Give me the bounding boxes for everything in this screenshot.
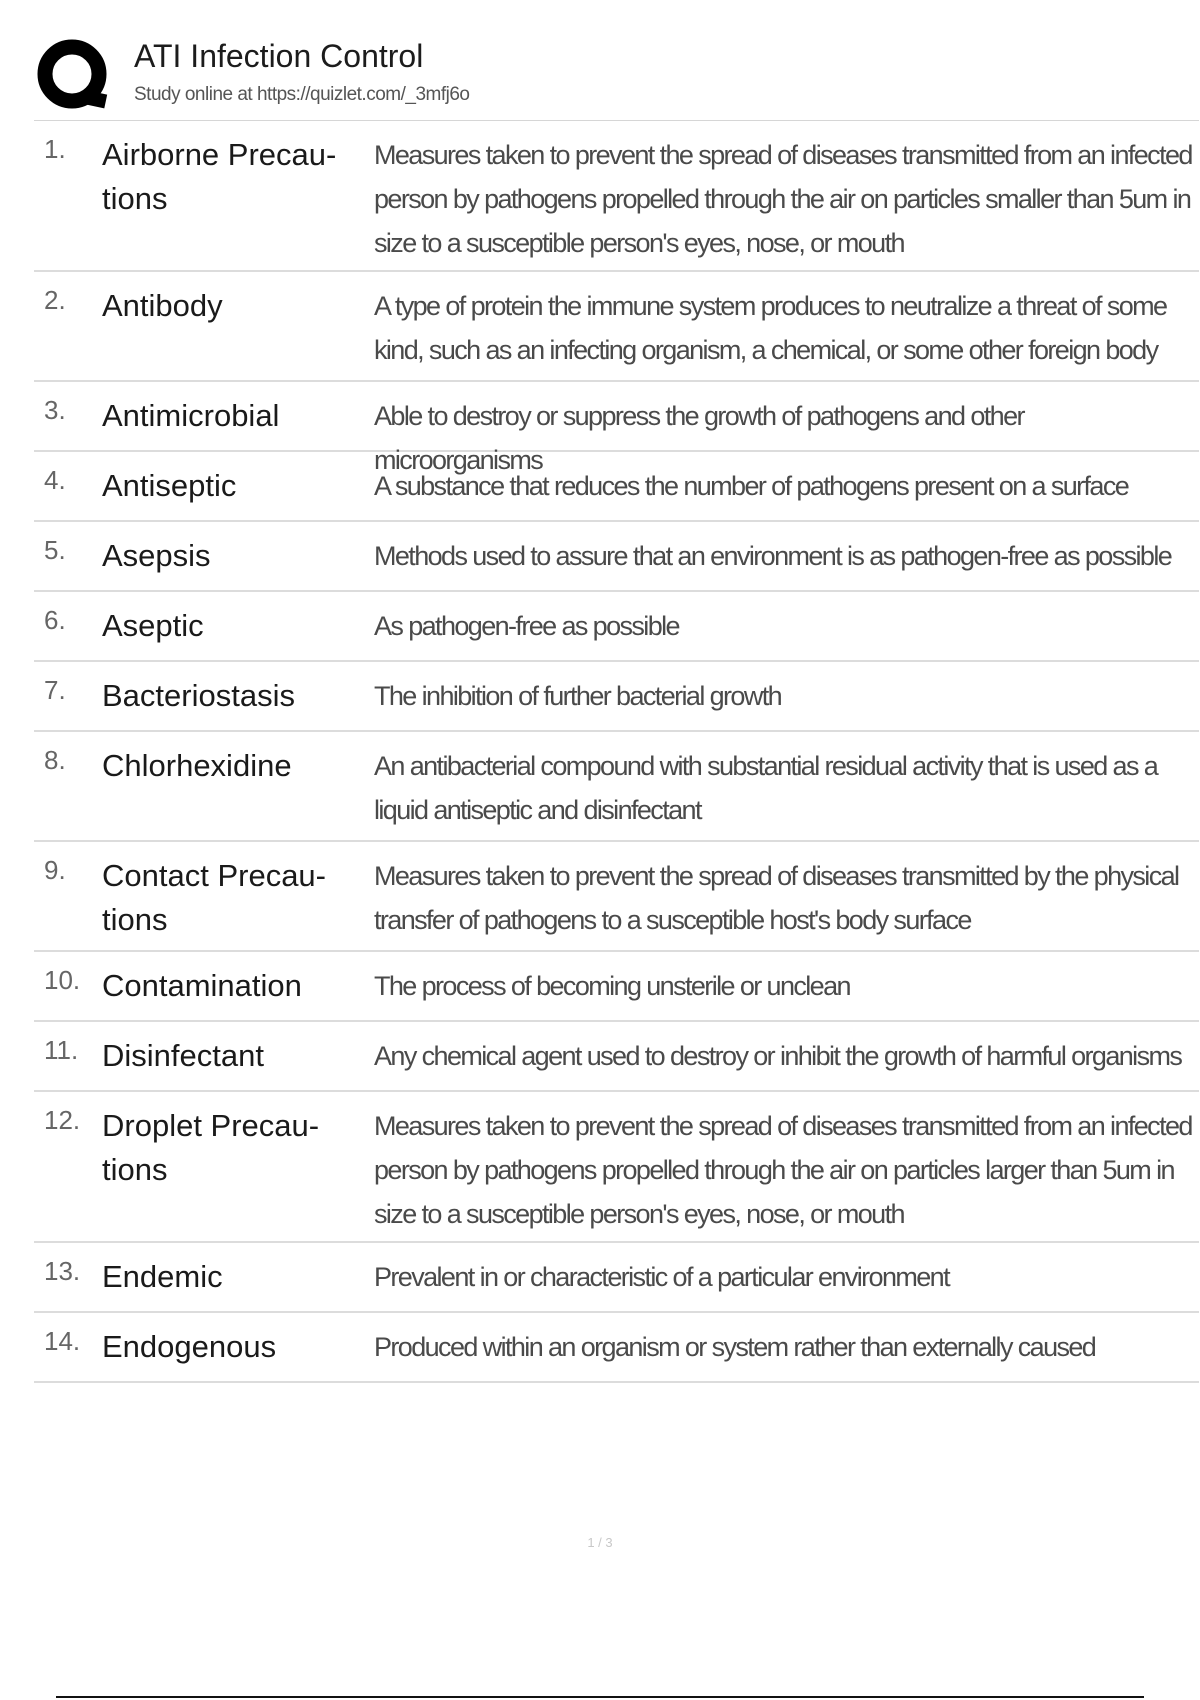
card-definition: Measures taken to prevent the spread of diseases transmitted from an infected person by pathogens propelled through the air on particles smaller than 5um in size to a susceptible person's eyes, nose, or mouth: [374, 140, 1192, 258]
document-title: ATI Infection Control: [134, 38, 424, 74]
card-row: [34, 272, 1199, 382]
study-online-link[interactable]: Study online at https://quizlet.com/_3mfj6o: [134, 84, 470, 105]
card-row: [34, 662, 1199, 732]
card-term: Antimicrobial: [102, 398, 280, 433]
card-term: Droplet Precau- tions: [102, 1108, 320, 1187]
card-definition: Measures taken to prevent the spread of diseases transmitted from an infected person by pathogens propelled through the air on particles larger than 5um in size to a susceptible person's eyes, nose, or mouth: [374, 1111, 1192, 1229]
card-number: 8.: [44, 745, 66, 775]
card-row: [34, 952, 1199, 1022]
card-number: 14.: [44, 1326, 81, 1356]
bottom-divider: [56, 1696, 1144, 1698]
card-number: 4.: [44, 465, 66, 495]
card-row: [34, 382, 1199, 475]
card-number: 13.: [44, 1256, 81, 1286]
card-definition: The process of becoming unsterile or unclean: [374, 971, 850, 1001]
card-number: 3.: [44, 395, 66, 425]
page-number: 1 / 3: [587, 1535, 613, 1550]
card-row: [34, 592, 1199, 662]
card-term: Bacteriostasis: [102, 678, 295, 713]
card-definition: Any chemical agent used to destroy or inhibit the growth of harmful organisms: [374, 1041, 1182, 1071]
card-row: [34, 452, 1199, 522]
card-term: Antiseptic: [102, 468, 237, 503]
card-number: 9.: [44, 855, 66, 885]
card-definition: Methods used to assure that an environment is as pathogen-free as possible: [374, 541, 1172, 571]
card-row: [34, 1313, 1199, 1383]
card-definition: Measures taken to prevent the spread of diseases transmitted by the physical transfer of pathogens to a susceptible host's body surface: [374, 861, 1179, 935]
card-row: [34, 121, 1199, 272]
card-definition: A type of protein the immune system produces to neutralize a threat of some kind, such as an infecting organism, a chemical, or some other foreign body: [374, 291, 1167, 365]
card-number: 12.: [44, 1105, 81, 1135]
card-row: [34, 522, 1199, 592]
card-term: Aseptic: [102, 608, 204, 643]
card-term: Contact Precau- tions: [102, 858, 326, 937]
card-row: [34, 1022, 1199, 1092]
card-term: Chlorhexidine: [102, 748, 292, 783]
card-number: 5.: [44, 535, 66, 565]
card-term: Antibody: [102, 288, 223, 323]
card-definition: A substance that reduces the number of pathogens present on a surface: [374, 471, 1129, 501]
card-row: [34, 842, 1199, 952]
card-definition: As pathogen-free as possible: [374, 611, 679, 641]
card-row: [34, 1092, 1199, 1243]
flashcard-table: [34, 121, 1199, 1383]
card-term: Disinfectant: [102, 1038, 264, 1073]
card-number: 11.: [44, 1035, 79, 1065]
card-number: 2.: [44, 285, 66, 315]
card-term: Airborne Precau- tions: [102, 137, 337, 216]
card-definition: Prevalent in or characteristic of a particular environment: [374, 1262, 950, 1292]
card-term: Asepsis: [102, 538, 211, 573]
card-number: 1.: [44, 134, 66, 164]
card-definition: The inhibition of further bacterial growth: [374, 681, 782, 711]
card-number: 7.: [44, 675, 66, 705]
card-number: 6.: [44, 605, 66, 635]
card-term: Contamination: [102, 968, 302, 1003]
card-row: [34, 732, 1199, 842]
document-header: [34, 34, 1199, 120]
card-number: 10.: [44, 965, 81, 995]
card-definition: An antibacterial compound with substantial residual activity that is used as a liquid antiseptic and disinfectant: [374, 751, 1158, 825]
quizlet-logo-icon: [34, 36, 114, 116]
card-definition: Able to destroy or suppress the growth of pathogens and other microorganisms: [374, 401, 1024, 475]
card-row: [34, 1243, 1199, 1313]
card-term: Endogenous: [102, 1329, 277, 1364]
card-term: Endemic: [102, 1259, 223, 1294]
card-definition: Produced within an organism or system rather than externally caused: [374, 1332, 1096, 1362]
